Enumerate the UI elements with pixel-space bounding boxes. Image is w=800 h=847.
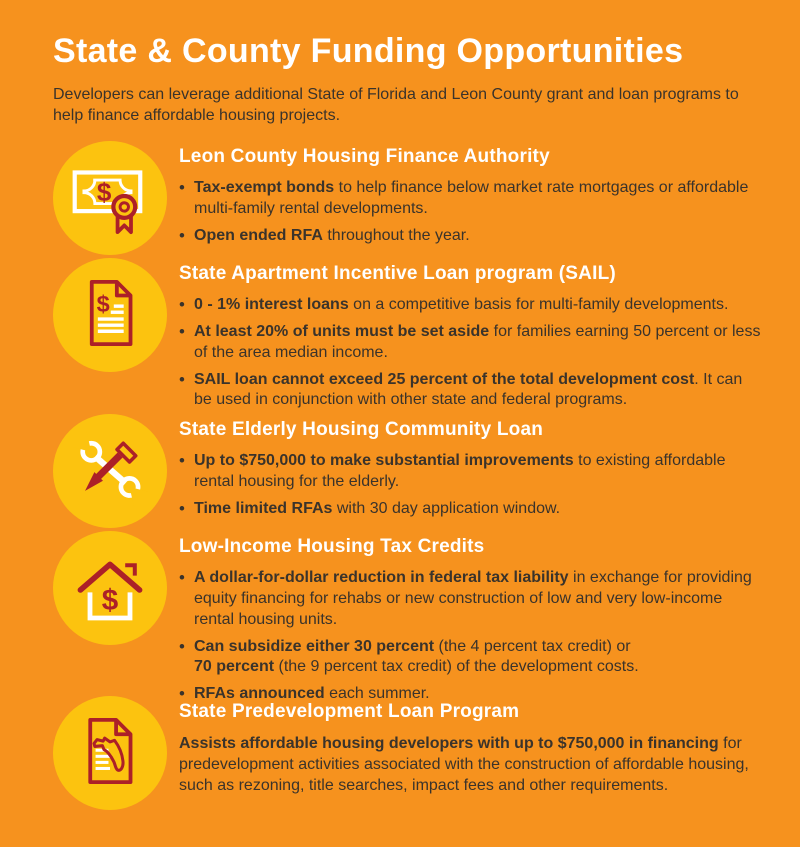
bullet-item	[179, 637, 761, 679]
svg-text:$: $	[101, 583, 119, 617]
bullet-dot: •	[179, 568, 185, 588]
bullet-item	[179, 370, 761, 412]
section-heading: State Apartment Incentive Loan program (SAIL)	[179, 263, 616, 285]
svg-text:$: $	[96, 176, 112, 207]
svg-text:$: $	[96, 291, 110, 318]
section-heading: Low-Income Housing Tax Credits	[179, 536, 485, 558]
bullet-text-bold: Assists affordable housing developers with up to $750,000 in financing	[179, 735, 719, 753]
bullet-text-bold: At least 20% of units must be set aside	[194, 322, 490, 340]
bond-certificate-icon	[68, 154, 152, 243]
bullet-item	[179, 226, 761, 247]
bullet-text-bold: 70 percent	[194, 658, 275, 676]
icon-circle	[53, 696, 167, 810]
bullet-item	[179, 684, 761, 705]
bullet-text: on a competitive basis for multi-family developments.	[348, 296, 729, 314]
section-content	[179, 258, 761, 417]
section-content	[179, 414, 761, 525]
funding-section	[53, 696, 770, 810]
page-subtitle: Developers can leverage additional State of Florida and Leon County grant and loan programs to help finance affordable housing projects.	[53, 86, 739, 125]
bullet-text-bold: Can subsidize either 30 percent	[194, 637, 435, 655]
bullet-text-bold: RFAs announced	[194, 685, 325, 703]
bullet-text-bold: Tax-exempt bonds	[194, 179, 335, 197]
bullet-dot: •	[179, 636, 185, 656]
section-heading: State Predevelopment Loan Program	[179, 701, 520, 723]
bullet-text-bold: SAIL loan cannot exceed 25 percent of the total development cost	[194, 370, 695, 388]
icon-circle	[53, 414, 167, 528]
bullet-item	[179, 295, 761, 316]
bullet-item	[179, 178, 761, 220]
section-heading: Leon County Housing Finance Authority	[179, 146, 550, 168]
funding-section	[53, 414, 770, 531]
house-dollar-icon	[70, 546, 150, 631]
section-paragraph	[179, 733, 761, 796]
funding-section	[53, 531, 770, 704]
icon-circle	[53, 258, 167, 372]
bullet-text-bold: Time limited RFAs	[194, 499, 333, 517]
page-title: State & County Funding Opportunities	[53, 32, 684, 70]
bullet-text: each summer.	[324, 685, 430, 703]
bullet-text: (the 9 percent tax credit) of the development costs.	[274, 658, 639, 676]
bullet-text: to help finance below market rate mortgages or affordable multi-family rental developments.	[194, 179, 749, 217]
bullet-dot: •	[179, 295, 185, 315]
bullet-dot: •	[179, 369, 185, 389]
funding-section	[53, 258, 770, 414]
bullet-text-bold: A dollar-for-dollar reduction in federal tax liability	[194, 569, 569, 587]
bullet-item	[179, 568, 761, 630]
loan-document-icon	[72, 275, 148, 356]
bullet-dot: •	[179, 451, 185, 471]
sections	[53, 126, 770, 810]
section-content	[179, 696, 761, 796]
tools-icon	[71, 430, 149, 513]
bullet-item	[179, 322, 761, 364]
section-content	[179, 141, 761, 252]
bullet-dot: •	[179, 684, 185, 704]
bullet-text: for predevelopment activities associated with the construction of affordable housing, such as rezoning, title searches, impact fees and other requirements.	[179, 735, 749, 795]
section-content	[179, 531, 761, 711]
bullet-text-bold: Up to $750,000 to make substantial improvements	[194, 452, 574, 470]
section-heading: State Elderly Housing Community Loan	[179, 419, 544, 441]
funding-section	[53, 141, 770, 258]
bullet-dot: •	[179, 321, 185, 341]
bullet-text: for families earning 50 percent or less of the area median income.	[194, 322, 761, 361]
bullet-text: in exchange for providing equity financing for rehabs or new construction of low and very low-income rental housing units.	[194, 569, 752, 628]
bullet-dot: •	[179, 498, 185, 518]
icon-circle	[53, 141, 167, 255]
bullet-text: to existing affordable rental housing for the elderly.	[194, 452, 726, 490]
bullet-text: . It can be used in conjunction with other state and federal programs.	[194, 370, 743, 409]
bullet-item	[179, 451, 761, 493]
bullet-dot: •	[179, 225, 185, 245]
bullet-text-bold: 0 - 1% interest loans	[194, 296, 349, 314]
bullet-dot: •	[179, 178, 185, 198]
bullet-text: throughout the year.	[322, 226, 470, 244]
bullet-text-bold: Open ended RFA	[194, 226, 323, 244]
bullet-item	[179, 499, 761, 520]
bullet-text: with 30 day application window.	[332, 499, 561, 517]
florida-document-icon	[72, 713, 148, 794]
bullet-text: (the 4 percent tax credit) or	[434, 637, 631, 655]
icon-circle	[53, 531, 167, 645]
